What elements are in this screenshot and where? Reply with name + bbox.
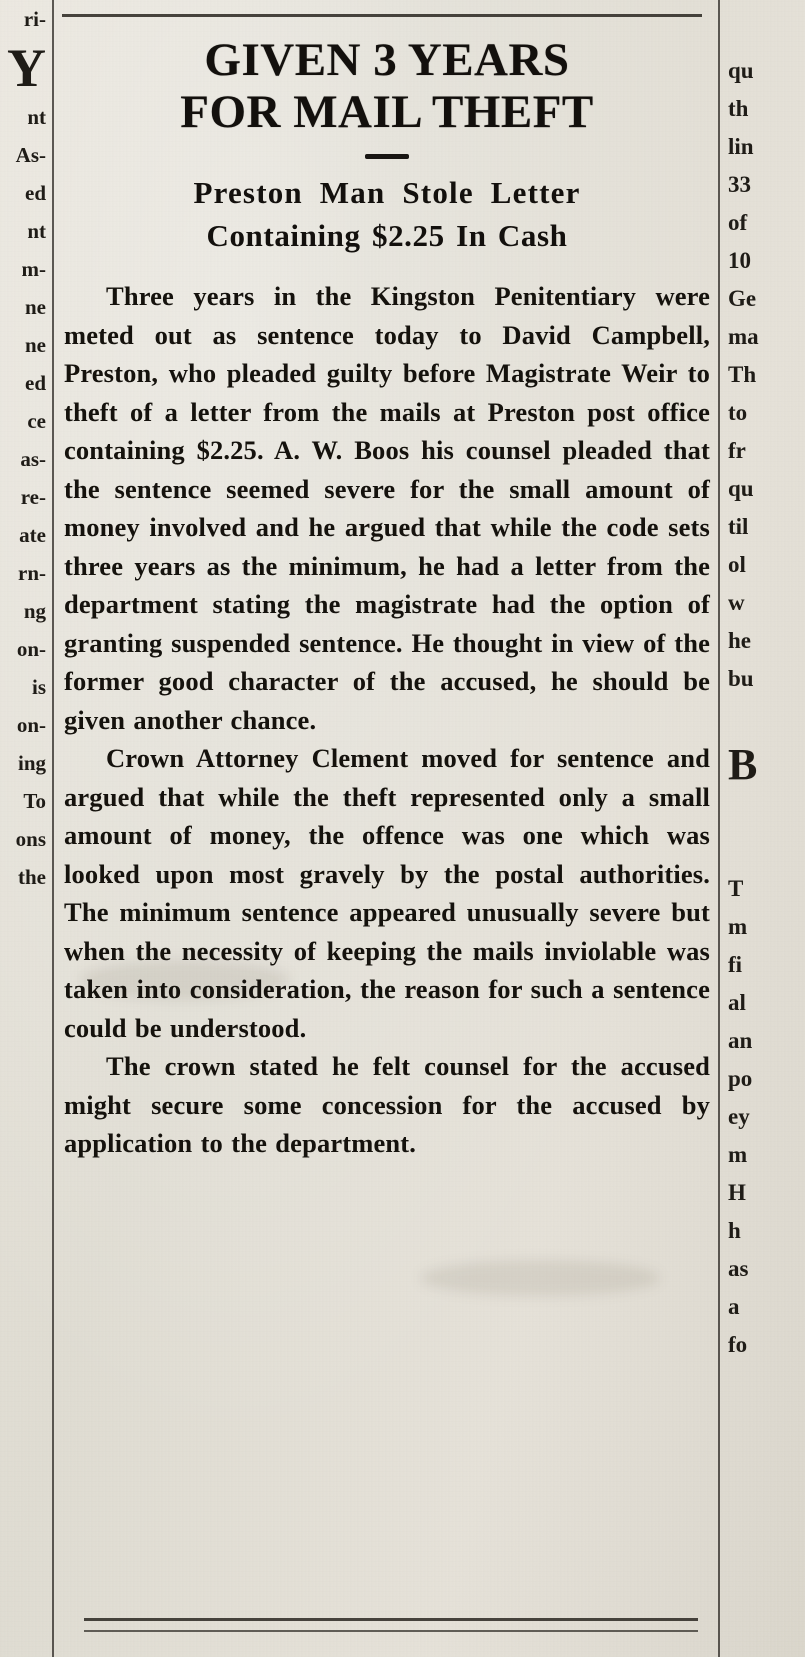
right-fragment: bu xyxy=(728,666,754,691)
right-fragment: qu xyxy=(728,58,754,83)
left-fragment-initial: Y xyxy=(7,38,46,98)
right-fragment: H xyxy=(728,1180,746,1205)
left-fragment: ne xyxy=(25,295,46,319)
article-headline xyxy=(62,0,712,138)
left-fragment: As- xyxy=(15,143,46,167)
headline-divider-dash xyxy=(365,154,409,159)
right-fragment: a xyxy=(728,1294,740,1319)
right-fragment: Ge xyxy=(728,286,757,311)
right-fragment: of xyxy=(728,210,748,235)
right-fragment: fr xyxy=(728,438,746,463)
right-fragment: ma xyxy=(728,324,759,349)
right-fragment: 10 xyxy=(728,248,751,273)
left-fragment: the xyxy=(18,865,46,889)
left-fragment: To xyxy=(23,789,46,813)
article-top-rule xyxy=(62,14,702,17)
right-fragment: w xyxy=(728,590,745,615)
left-fragment: ons xyxy=(15,827,46,851)
right-fragment: m xyxy=(728,914,748,939)
left-fragment: rn- xyxy=(18,561,46,585)
left-fragment: ed xyxy=(25,181,46,205)
right-fragment: ol xyxy=(728,552,746,577)
right-fragment: ey xyxy=(728,1104,750,1129)
left-fragment: is xyxy=(31,675,46,699)
headline-line-2: FOR MAIL THEFT xyxy=(180,86,594,138)
headline-line-1: GIVEN 3 YEARS xyxy=(204,34,570,86)
left-fragment: ne xyxy=(25,333,46,357)
right-fragment: T xyxy=(728,876,744,901)
left-fragment: ng xyxy=(23,599,46,623)
right-fragment: to xyxy=(728,400,748,425)
right-fragment-initial: B xyxy=(728,740,758,789)
left-fragment: on- xyxy=(16,637,46,661)
article-bottom-rule-thick xyxy=(84,1618,698,1621)
left-fragment: nt xyxy=(27,105,46,129)
left-neighbor-column xyxy=(0,0,50,1657)
subhead-line-1: Preston Man Stole Letter xyxy=(193,175,581,210)
left-fragment: m- xyxy=(21,257,46,281)
right-fragment: an xyxy=(728,1028,753,1053)
subhead-line-2: Containing $2.25 In Cash xyxy=(206,218,568,253)
left-fragment: nt xyxy=(27,219,46,243)
left-fragment: ce xyxy=(27,409,46,433)
right-fragment: as xyxy=(728,1256,749,1281)
right-fragment: fi xyxy=(728,952,743,977)
right-fragment: lin xyxy=(728,134,754,159)
right-fragment: qu xyxy=(728,476,754,501)
left-fragment: re- xyxy=(20,485,46,509)
article-bottom-rule-thin xyxy=(84,1630,698,1632)
right-fragment: he xyxy=(728,628,751,653)
left-fragment: on- xyxy=(16,713,46,737)
left-fragment: ed xyxy=(25,371,46,395)
right-fragment: Th xyxy=(728,362,757,387)
left-fragment: ri- xyxy=(23,7,46,31)
article-paragraph: Three years in the Kingston Penitentiary were meted out as sentence today to David Campbell, Preston, who pleaded guilty before Magistrate Weir to theft of a letter from the mails at Preston post office containing $2.25. A. W. Boos his counsel pleaded that the sentence seemed severe for the small amount of money involved and he argued that while the code sets three years as the minimum, he had a letter from the department stating the magistrate had the option of granting suspended sentence. He thought in view of the former good character of the accused, he should be given another chance. xyxy=(64,281,710,735)
right-fragment: po xyxy=(728,1066,753,1091)
article-column xyxy=(62,0,712,1657)
left-fragment: ing xyxy=(17,751,46,775)
right-fragment: fo xyxy=(728,1332,748,1357)
right-spacer xyxy=(728,0,805,52)
right-fragment: m xyxy=(728,1142,748,1167)
right-fragment: al xyxy=(728,990,746,1015)
right-fragment: th xyxy=(728,96,749,121)
right-neighbor-column xyxy=(724,0,805,1657)
right-fragment: h xyxy=(728,1218,741,1243)
right-spacer xyxy=(728,794,805,870)
right-spacer xyxy=(728,698,805,736)
article-body xyxy=(62,257,712,1163)
left-fragment: ate xyxy=(19,523,46,547)
article-paragraph: Crown Attorney Clement moved for sentence and argued that while the theft represented only a small amount of money, the offence was one which was looked upon most gravely by the postal authorities. The minimum sentence appeared unusually severe but when the necessity of keeping the mails inviolable was taken into consideration, the reason for such a sentence could be understood. xyxy=(64,743,710,1043)
right-fragment: 33 xyxy=(728,172,751,197)
left-fragment: as- xyxy=(20,447,46,471)
article-paragraph: The crown stated he felt counsel for the accused might secure some concession for the accused by application to the department. xyxy=(64,1051,710,1158)
article-subhead xyxy=(62,165,712,257)
right-fragment: til xyxy=(728,514,749,539)
column-rule-right xyxy=(718,0,720,1657)
column-rule-left xyxy=(52,0,54,1657)
